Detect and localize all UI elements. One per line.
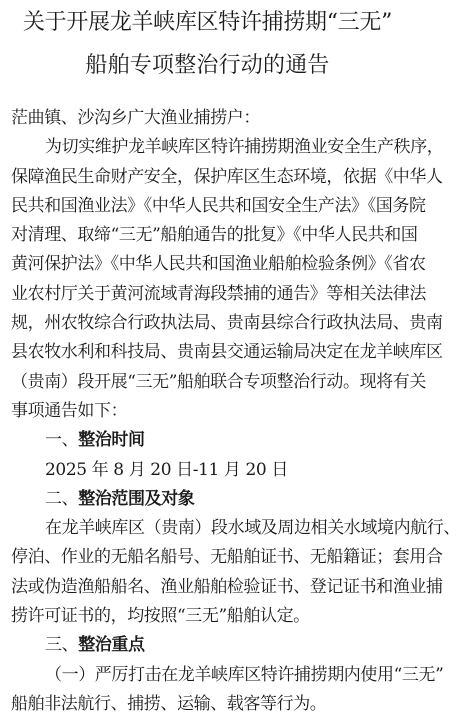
notice-title-line-1: 关于开展龙羊峡库区特许捕捞期“三无” — [22, 10, 393, 35]
section-heading-scope — [11, 485, 405, 514]
salutation: 茫曲镇、沙沟乡广大渔业捕捞户： — [11, 108, 260, 128]
section-heading-focus — [11, 631, 405, 660]
intro-line: 民共和国渔业法》《中华人民共和国安全生产法》《国务院 — [11, 195, 426, 216]
section-title: 整治时间 — [78, 430, 145, 451]
intro-line: 黄河保护法》《中华人民共和国渔业船舶检验条例》《省农 — [11, 254, 426, 275]
section-line: 在龙羊峡库区（贵南）段水域及周边相关水域境内航行、 — [45, 518, 460, 539]
intro-line: 规，州农牧综合行政执法局、贵南县综合行政执法局、贵南 — [11, 313, 443, 334]
section-title: 整治重点 — [78, 635, 145, 656]
intro-line: 事项通告如下： — [11, 400, 128, 421]
section-line: 捞许可证书的，均按照“三无”船舶认定。 — [11, 606, 310, 627]
section-line: 停泊、作业的无船名船号、无船舶证书、无船籍证；套用合 — [11, 547, 443, 568]
intro-line: 县农牧水利和科技局、贵南县交通运输局决定在龙羊峡库区 — [11, 342, 443, 363]
section-number: 一、 — [45, 430, 79, 451]
notice-title-line-2: 船舶专项整治行动的通告 — [85, 53, 330, 78]
section-line: 2025 年 8 月 20 日-11 月 20 日 — [45, 459, 288, 480]
intro-line: 对清理、取缔“三无”船舶通告的批复》《中华人民共和国 — [11, 225, 418, 246]
section-title: 整治范围及对象 — [78, 488, 195, 509]
section-number: 二、 — [45, 488, 79, 509]
section-line: 船舶非法航行、捕捞、运输、载客等行为。 — [11, 693, 327, 714]
intro-line: 保障渔民生命财产安全，保护库区生态环境，依据《中华人 — [11, 166, 443, 187]
intro-line: 业农村厅关于黄河流域青海段禁捕的通告》等相关法律法 — [11, 283, 426, 304]
notice-body — [11, 104, 460, 719]
section-heading-time — [11, 426, 405, 455]
section-line: （一）严厉打击在龙羊峡库区特许捕捞期内使用“三无” — [45, 664, 444, 685]
intro-line: （贵南）段开展“三无”船舶联合专项整治行动。现将有关 — [11, 371, 426, 392]
intro-line: 为切实维护龙羊峡库区特许捕捞期渔业安全生产秩序， — [45, 137, 444, 158]
section-number: 三、 — [45, 635, 79, 656]
section-line: 法或伪造渔船船名、渔业船舶检验证书、登记证书和渔业捕 — [11, 576, 443, 597]
